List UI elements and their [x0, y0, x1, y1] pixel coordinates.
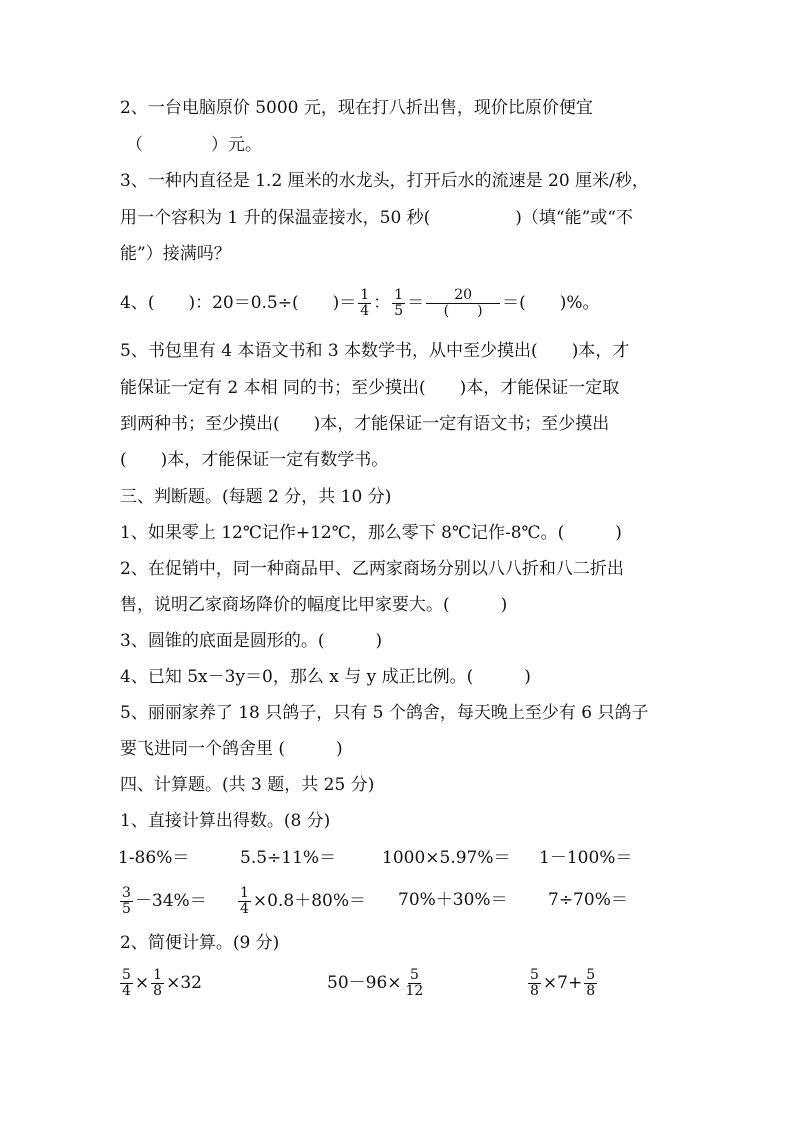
q4-fraction-2 [392, 288, 405, 319]
calc-item-5-fraction [120, 886, 133, 917]
simple-calc-2 [327, 968, 427, 999]
simple-calc-1-op: × [134, 973, 150, 993]
q5-line-4: ( )本，才能保证一定有数学书。 [120, 450, 389, 470]
simple-calc-1-fraction-b-num: 1 [153, 967, 163, 983]
calc-item-6-fraction [238, 886, 251, 917]
tf-q5-line-1: 5、丽丽家养了 18 只鸽子，只有 5 个鸽舍，每天晚上至少有 6 只鸽子 [120, 703, 649, 723]
section-4-heading: 四、计算题。(共 3 题，共 25 分) [120, 775, 375, 795]
simple-calc-2-text: 50－96× [327, 973, 402, 993]
simple-calc-1 [118, 968, 202, 999]
simple-calc-2-den: 12 [405, 983, 424, 999]
simple-calc-3-fraction-a-den: 8 [530, 983, 539, 999]
q3-line-1: 3、一种内直径是 1.2 厘米的水龙头，打开后水的流速是 20 厘米/秒， [120, 171, 649, 191]
calc-q1-heading: 1、直接计算出得数。(8 分) [120, 811, 331, 831]
simple-calc-2-fraction [404, 968, 426, 999]
tf-q5-line-2: 要飞进同一个鸽舍里 ( ) [120, 739, 343, 759]
simple-calc-3-fraction-b-den: 8 [586, 983, 596, 999]
tf-q2-line-1: 2、在促销中，同一种商品甲、乙两家商场分别以八八折和八二折出 [120, 559, 624, 579]
calc-item-3: 1000×5.97%＝ [382, 848, 511, 868]
simple-calc-3-op: ×7+ [542, 973, 583, 993]
calc-item-6 [236, 886, 366, 917]
calc-q2-heading: 2、简便计算。(9 分) [120, 933, 280, 953]
simple-calc-1-fraction-b [151, 968, 164, 999]
q2-line-2: （ ）元。 [126, 135, 262, 155]
q4-fraction-1 [358, 288, 371, 319]
q5-line-3: 到两种书；至少摸出( )本，才能保证一定有语文书；至少摸出 [120, 414, 610, 434]
tf-q3: 3、圆锥的底面是圆形的。( ) [120, 631, 383, 651]
tf-q2-line-2: 售，说明乙家商场降价的幅度比甲家要大。( ) [120, 595, 508, 615]
calc-item-1: 1-86%＝ [118, 848, 190, 868]
calc-item-4: 1－100%＝ [539, 848, 633, 868]
section-3-heading: 三、判断题。(每题 2 分，共 10 分) [120, 487, 392, 507]
calc-item-6-text: ×0.8＋80%＝ [252, 891, 366, 911]
simple-calc-1-fraction-b-den: 8 [153, 983, 163, 999]
q2-line-1: 2、一台电脑原价 5000 元，现在打八折出售，现价比原价便宜 [120, 98, 593, 118]
calc-item-8: 7÷70%＝ [548, 890, 628, 910]
simple-calc-1-fraction-a-num: 5 [122, 967, 131, 983]
q4-fraction-1-den: 4 [360, 303, 370, 319]
simple-calc-1-fraction-a-den: 4 [122, 983, 131, 999]
calc-item-5-den: 5 [122, 901, 131, 917]
simple-calc-3-fraction-a [528, 968, 541, 999]
q4-text-4: ＝( )%。 [502, 293, 600, 313]
calc-item-5-text: －34%＝ [134, 891, 207, 911]
q3-line-3: 能”）接满吗？ [120, 244, 231, 264]
calc-item-5 [118, 886, 207, 917]
tf-q4: 4、已知 5x－3y＝0，那么 x 与 y 成正比例。( ) [120, 667, 531, 687]
simple-calc-1-fraction-a [120, 968, 133, 999]
simple-calc-3 [526, 968, 599, 999]
q5-line-2: 能保证一定有 2 本相 同的书；至少摸出( )本，才能保证一定取 [120, 378, 620, 398]
q4-text-1: 4、( )：20＝0.5÷( )＝ [120, 293, 357, 313]
q4-fraction-2-den: 5 [394, 303, 404, 319]
q4-text-3: ＝ [407, 293, 425, 313]
tf-q1: 1、如果零上 12℃记作+12℃，那么零下 8℃记作-8℃。( ) [120, 523, 622, 543]
calc-item-5-num: 3 [122, 885, 131, 901]
simple-calc-1-end: ×32 [166, 973, 202, 993]
simple-calc-3-fraction-b [584, 968, 597, 999]
q4-line [120, 288, 600, 319]
q5-line-1: 5、书包里有 4 本语文书和 3 本数学书，从中至少摸出( )本，才 [120, 341, 630, 361]
calc-item-7: 70%＋30%＝ [398, 890, 508, 910]
calc-item-2: 5.5÷11%＝ [240, 848, 337, 868]
q4-fraction-1-num: 1 [360, 287, 370, 303]
q3-line-2: 用一个容积为 1 升的保温壶接水，50 秒( )（填“能”或“不 [120, 208, 633, 228]
q4-fraction-3 [426, 288, 500, 319]
q4-fraction-3-num: 20 [426, 288, 500, 304]
simple-calc-3-fraction-a-num: 5 [530, 967, 539, 983]
q4-fraction-2-num: 1 [394, 287, 404, 303]
simple-calc-3-fraction-b-num: 5 [586, 967, 596, 983]
simple-calc-2-num: 5 [409, 967, 419, 983]
calc-item-6-den: 4 [240, 901, 249, 917]
q4-fraction-3-den: ( ) [443, 303, 483, 319]
q4-text-2: ： [373, 293, 391, 313]
calc-item-6-num: 1 [240, 885, 249, 901]
